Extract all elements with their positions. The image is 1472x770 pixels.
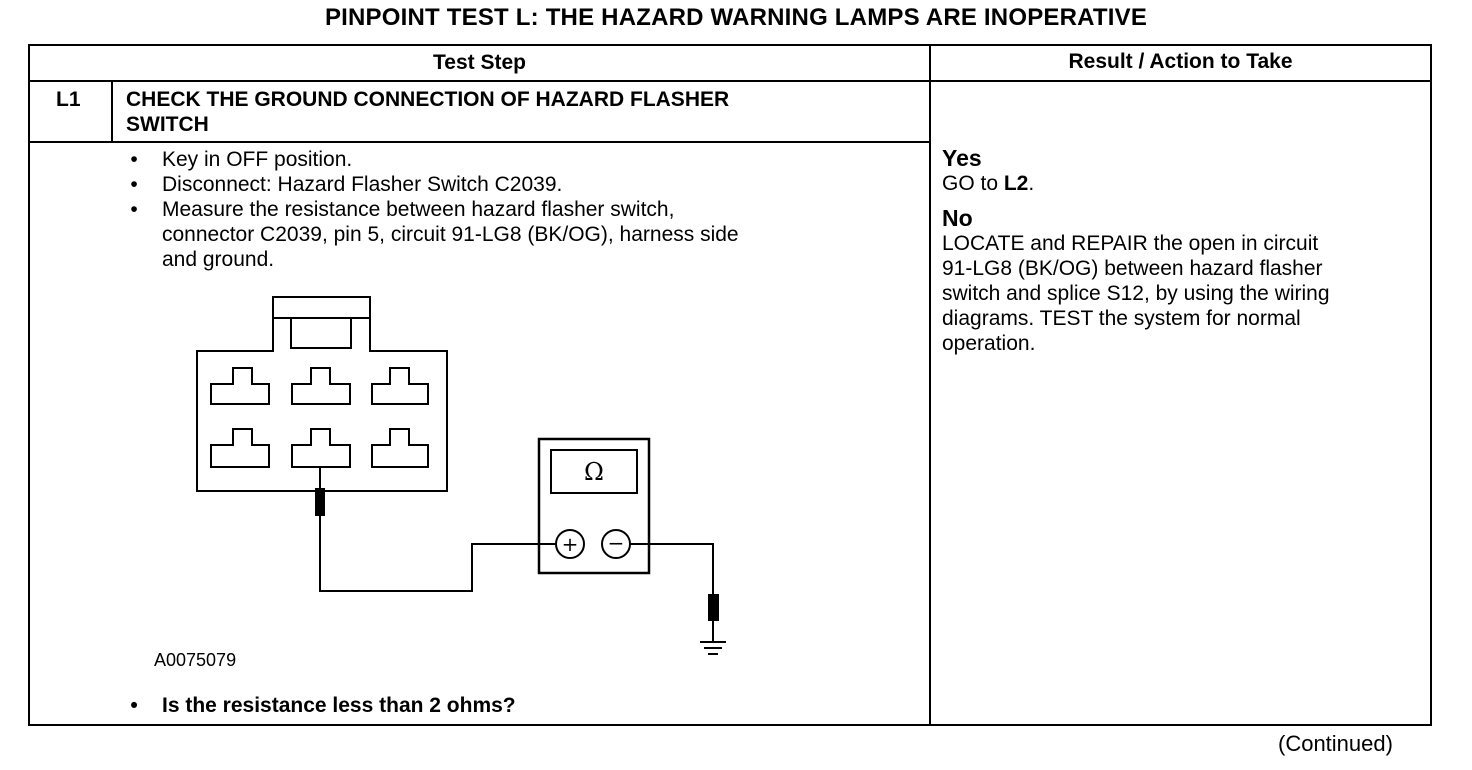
ohm-symbol: Ω [584,458,604,486]
pin-cavity-pin-5 [292,429,350,467]
yes-step-ref[interactable]: L2 [1003,172,1029,195]
connector-latch [291,318,351,348]
step-title-line: CHECK THE GROUND CONNECTION OF HAZARD FLASHER [126,88,730,111]
bullet-icon: • [130,148,138,171]
test-lead-negative [630,544,713,595]
pin-cavity [211,368,269,404]
page-title: PINPOINT TEST L: THE HAZARD WARNING LAMPS ARE INOPERATIVE [324,4,1148,31]
no-action [942,231,1422,356]
question-text: Is the resistance less than 2 ohms? [162,694,516,717]
minus-sign: − [607,531,625,555]
no-action-line: operation. [942,332,1036,355]
pin-cavity [211,429,269,467]
test-lead-positive [320,513,556,591]
no-action-line: diagrams. TEST the system for normal [942,307,1301,330]
no-action-line: LOCATE and REPAIR the open in circuit [942,232,1319,255]
question [124,694,1472,718]
step-id: L1 [56,88,81,111]
probe-tip [708,594,719,621]
no-action-line: 91-LG8 (BK/OG) between hazard flasher [942,257,1323,280]
figure-id: A0075079 [154,650,237,670]
header-test-step: Test Step [433,51,526,74]
yes-action-suffix: . [1028,172,1035,195]
yes-label: Yes [942,145,982,171]
no-action-line: switch and splice S12, by using the wiring [942,282,1330,305]
instruction-text: and ground. [162,248,275,271]
pin-cavity [292,368,350,404]
result-panel [942,146,1422,356]
plus-sign: + [561,532,579,556]
pin-cavity [372,368,428,404]
instruction-text: Measure the resistance between hazard flasher switch, [162,198,675,221]
bullet-icon: • [130,694,138,717]
bullet-icon: • [130,198,138,221]
yes-action-text: GO to [942,172,1004,195]
header-result: Result / Action to Take [1068,50,1293,73]
instruction-text: Key in OFF position. [162,148,353,171]
continued-note: (Continued) [1278,731,1393,756]
yes-action [942,171,1422,196]
step-title-line: SWITCH [126,113,209,136]
instruction-text: connector C2039, pin 5, circuit 91-LG8 (BK/OG), harness side [162,223,739,246]
pin-cavity [372,429,428,467]
connector-body [197,297,447,491]
probe-tip [315,488,325,516]
no-label: No [942,205,973,231]
bullet-icon: • [130,173,138,196]
instruction-text: Disconnect: Hazard Flasher Switch C2039. [162,173,563,196]
